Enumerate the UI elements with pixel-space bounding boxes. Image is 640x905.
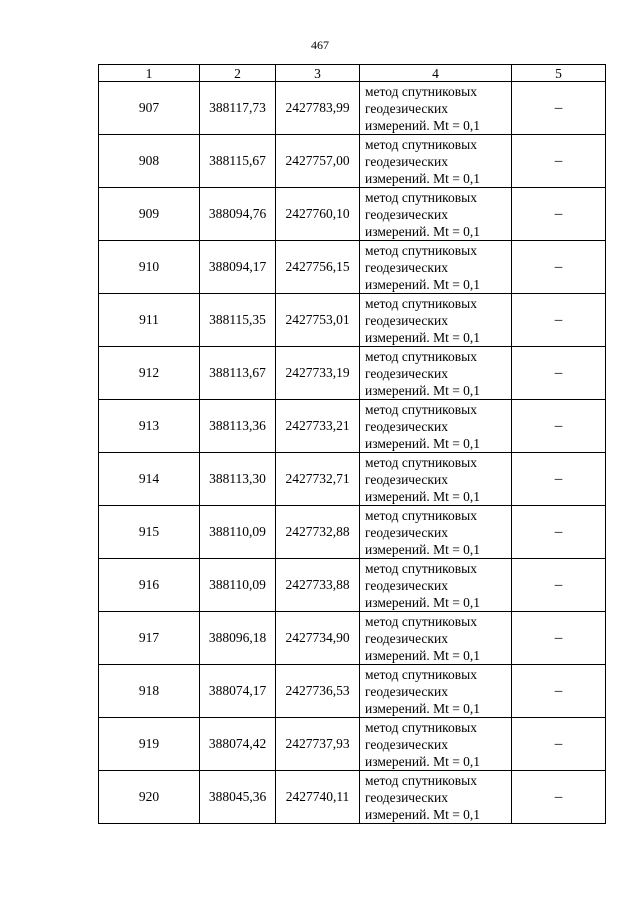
method-line-1: метод спутниковых [365,719,477,735]
point-number-cell: 918 [99,665,200,718]
y-coordinate-cell: 2427733,21 [276,400,360,453]
note-cell: – [512,82,606,135]
table-row [99,559,606,612]
header-row [99,65,606,82]
x-coordinate-cell: 388117,73 [200,82,276,135]
point-number-cell: 917 [99,612,200,665]
y-coordinate-cell: 2427737,93 [276,718,360,771]
table-row [99,241,606,294]
method-line-1: метод спутниковых [365,348,477,364]
point-number-cell: 908 [99,135,200,188]
x-coordinate-cell: 388115,35 [200,294,276,347]
note-cell: – [512,453,606,506]
point-number-cell: 916 [99,559,200,612]
point-number-cell: 912 [99,347,200,400]
y-coordinate-cell: 2427733,19 [276,347,360,400]
method-line-2: геодезических [365,630,448,646]
y-coordinate-cell: 2427732,88 [276,506,360,559]
point-number-cell: 911 [99,294,200,347]
x-coordinate-cell: 388115,67 [200,135,276,188]
y-coordinate-cell: 2427736,53 [276,665,360,718]
column-header-1: 1 [99,65,200,82]
method-line-3: измерений. Mt = 0,1 [365,223,481,239]
method-cell [360,453,512,506]
note-cell: – [512,559,606,612]
table-row [99,135,606,188]
column-header-2: 2 [200,65,276,82]
point-number-cell: 913 [99,400,200,453]
point-number-cell: 915 [99,506,200,559]
method-line-1: метод спутниковых [365,613,477,629]
table-body [99,82,606,824]
page-number: 467 [311,38,329,52]
method-line-3: измерений. Mt = 0,1 [365,117,481,133]
method-line-3: измерений. Mt = 0,1 [365,753,481,769]
table-row [99,400,606,453]
method-line-2: геодезических [365,418,448,434]
y-coordinate-cell: 2427734,90 [276,612,360,665]
table-row [99,347,606,400]
table-row [99,82,606,135]
x-coordinate-cell: 388110,09 [200,506,276,559]
method-line-3: измерений. Mt = 0,1 [365,700,481,716]
method-line-2: геодезических [365,153,448,169]
method-cell [360,665,512,718]
table-row [99,612,606,665]
point-number-cell: 907 [99,82,200,135]
method-cell [360,718,512,771]
note-cell: – [512,771,606,824]
method-line-2: геодезических [365,471,448,487]
method-line-2: геодезических [365,524,448,540]
column-header-4: 4 [360,65,512,82]
table-row [99,506,606,559]
x-coordinate-cell: 388110,09 [200,559,276,612]
y-coordinate-cell: 2427760,10 [276,188,360,241]
method-cell [360,294,512,347]
method-line-3: измерений. Mt = 0,1 [365,647,481,663]
method-line-1: метод спутниковых [365,189,477,205]
column-header-3: 3 [276,65,360,82]
method-line-1: метод спутниковых [365,401,477,417]
point-number-cell: 919 [99,718,200,771]
method-line-2: геодезических [365,259,448,275]
y-coordinate-cell: 2427783,99 [276,82,360,135]
method-line-3: измерений. Mt = 0,1 [365,435,481,451]
method-line-1: метод спутниковых [365,772,477,788]
method-cell [360,188,512,241]
method-cell [360,612,512,665]
method-line-1: метод спутниковых [365,242,477,258]
coordinates-table [98,64,606,824]
x-coordinate-cell: 388045,36 [200,771,276,824]
table-row [99,294,606,347]
y-coordinate-cell: 2427753,01 [276,294,360,347]
method-line-2: геодезических [365,736,448,752]
point-number-cell: 920 [99,771,200,824]
method-line-1: метод спутниковых [365,666,477,682]
column-header-5: 5 [512,65,606,82]
method-line-3: измерений. Mt = 0,1 [365,276,481,292]
method-cell [360,347,512,400]
note-cell: – [512,400,606,453]
method-line-2: геодезических [365,683,448,699]
table-row [99,665,606,718]
method-line-3: измерений. Mt = 0,1 [365,594,481,610]
method-cell [360,135,512,188]
method-line-2: геодезических [365,789,448,805]
y-coordinate-cell: 2427740,11 [276,771,360,824]
method-line-3: измерений. Mt = 0,1 [365,329,481,345]
note-cell: – [512,718,606,771]
table-row [99,771,606,824]
note-cell: – [512,294,606,347]
note-cell: – [512,188,606,241]
method-line-2: геодезических [365,312,448,328]
table-row [99,453,606,506]
note-cell: – [512,241,606,294]
x-coordinate-cell: 388113,36 [200,400,276,453]
table-header [99,65,606,82]
note-cell: – [512,506,606,559]
method-line-2: геодезических [365,365,448,381]
note-cell: – [512,665,606,718]
x-coordinate-cell: 388094,17 [200,241,276,294]
y-coordinate-cell: 2427732,71 [276,453,360,506]
method-line-2: геодезических [365,577,448,593]
x-coordinate-cell: 388113,30 [200,453,276,506]
method-line-3: измерений. Mt = 0,1 [365,170,481,186]
method-line-1: метод спутниковых [365,454,477,470]
method-line-1: метод спутниковых [365,136,477,152]
method-cell [360,506,512,559]
method-line-1: метод спутниковых [365,560,477,576]
x-coordinate-cell: 388074,17 [200,665,276,718]
x-coordinate-cell: 388094,76 [200,188,276,241]
note-cell: – [512,347,606,400]
method-line-1: метод спутниковых [365,295,477,311]
method-line-2: геодезических [365,100,448,116]
point-number-cell: 910 [99,241,200,294]
method-line-3: измерений. Mt = 0,1 [365,488,481,504]
method-line-1: метод спутниковых [365,83,477,99]
method-line-3: измерений. Mt = 0,1 [365,382,481,398]
method-cell [360,559,512,612]
method-line-2: геодезических [365,206,448,222]
note-cell: – [512,135,606,188]
x-coordinate-cell: 388113,67 [200,347,276,400]
method-line-3: измерений. Mt = 0,1 [365,541,481,557]
note-cell: – [512,612,606,665]
method-line-3: измерений. Mt = 0,1 [365,806,481,822]
point-number-cell: 914 [99,453,200,506]
table-row [99,718,606,771]
y-coordinate-cell: 2427733,88 [276,559,360,612]
x-coordinate-cell: 388096,18 [200,612,276,665]
method-cell [360,241,512,294]
y-coordinate-cell: 2427757,00 [276,135,360,188]
method-line-1: метод спутниковых [365,507,477,523]
method-cell [360,82,512,135]
table-row [99,188,606,241]
point-number-cell: 909 [99,188,200,241]
y-coordinate-cell: 2427756,15 [276,241,360,294]
x-coordinate-cell: 388074,42 [200,718,276,771]
method-cell [360,400,512,453]
method-cell [360,771,512,824]
